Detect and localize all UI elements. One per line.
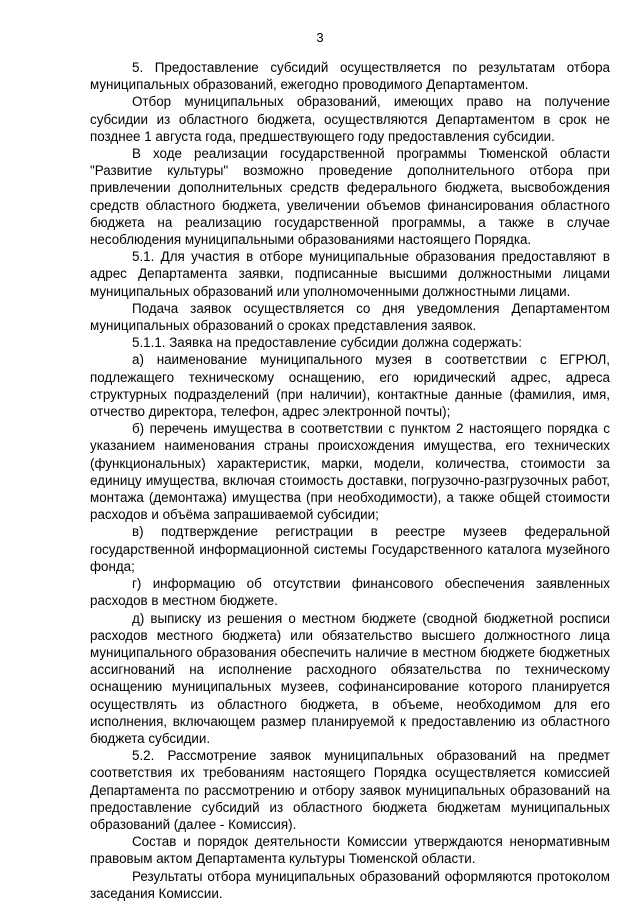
paragraph-5-1: 5.1. Для участия в отборе муниципальные образования предоставляют в адрес Департамента заявки, подписанные высшими должностными лицами муниципальных образований или уполномоченными должностными лицами.	[90, 249, 610, 299]
paragraph-application-submission: Подача заявок осуществляется со дня уведомления Департаментом муниципальных образований о сроках представления заявок.	[90, 300, 610, 334]
paragraph-selection-results: Результаты отбора муниципальных образований оформляются протоколом заседания Комиссии.	[90, 868, 610, 901]
paragraph-additional-selection: В ходе реализации государственной программы Тюменской области "Развитие культуры" возможно проведение дополнительного отбора при привлечении дополнительных средств федерального бюджета, высвобождения средств областного бюджета, увеличении объемов финансирования областного бюджета на реализацию государственной программы, а также в случае несоблюдения муниципальными образованиями настоящего Порядка.	[90, 146, 610, 248]
document-body	[90, 59, 610, 902]
paragraph-5-1-1: 5.1.1. Заявка на предоставление субсидии должна содержать:	[132, 335, 523, 351]
paragraph-item-d: д) выписку из решения о местном бюджете (сводной бюджетной росписи расходов местного бюджета) или обязательство высшего должностного лица муниципального образования обеспечить наличие в местном бюджете бюджетных ассигнований на исполнение расходного обязательства по техническому оснащению муниципальных музеев, софинансирование которого планируется осуществлять из областного бюджета, в объеме, необходимом для его исполнения, включающем размер планируемой к предоставлению из областного бюджета субсидии.	[90, 610, 610, 746]
paragraph-item-v: в) подтверждение регистрации в реестре музеев федеральной государственной информационной системы Государственного каталога музейного фонда;	[90, 524, 610, 574]
paragraph-5-2: 5.2. Рассмотрение заявок муниципальных образований на предмет соответствия их требованиям настоящего Порядка осуществляется комиссией Департамента по рассмотрению и отбору заявок муниципальных образований на предоставление субсидий из областного бюджета бюджетам муниципальных образований (далее - Комиссия).	[90, 748, 610, 832]
paragraph-commission-composition: Состав и порядок деятельности Комиссии утверждаются ненормативным правовым актом Департамента культуры Тюменской области.	[90, 834, 610, 867]
paragraph-5: 5. Предоставление субсидий осуществляется по результатам отбора муниципальных образований, ежегодно проводимого Департаментом.	[90, 60, 610, 93]
paragraph-item-g: г) информацию об отсутствии финансового обеспечения заявленных расходов в местном бюджете.	[90, 576, 610, 609]
paragraph-item-a: а) наименование муниципального музея в соответствии с ЕГРЮЛ, подлежащего техническому оснащению, его юридический адрес, адреса структурных подразделений (при наличии), контактные данные (фамилия, имя, отчество директора, телефон, адрес электронной почты);	[90, 352, 610, 420]
paragraph-selection-deadline: Отбор муниципальных образований, имеющих право на получение субсидии из областного бюджета, осуществляются Департаментом в срок не позднее 1 августа года, предшествующего году предоставления субсидии.	[90, 94, 610, 144]
paragraph-item-b: б) перечень имущества в соответствии с пунктом 2 настоящего порядка с указанием наименования страны происхождения имущества, его технических (функциональных) характеристик, марки, модели, количества, стоимости за единицу имущества, включая стоимость доставки, погрузочно-разгрузочных работ, монтажа (демонтажа) имущества (при необходимости), а также общей стоимости расходов и объёма запрашиваемой субсидии;	[90, 421, 610, 523]
page-number: 3	[316, 30, 324, 45]
